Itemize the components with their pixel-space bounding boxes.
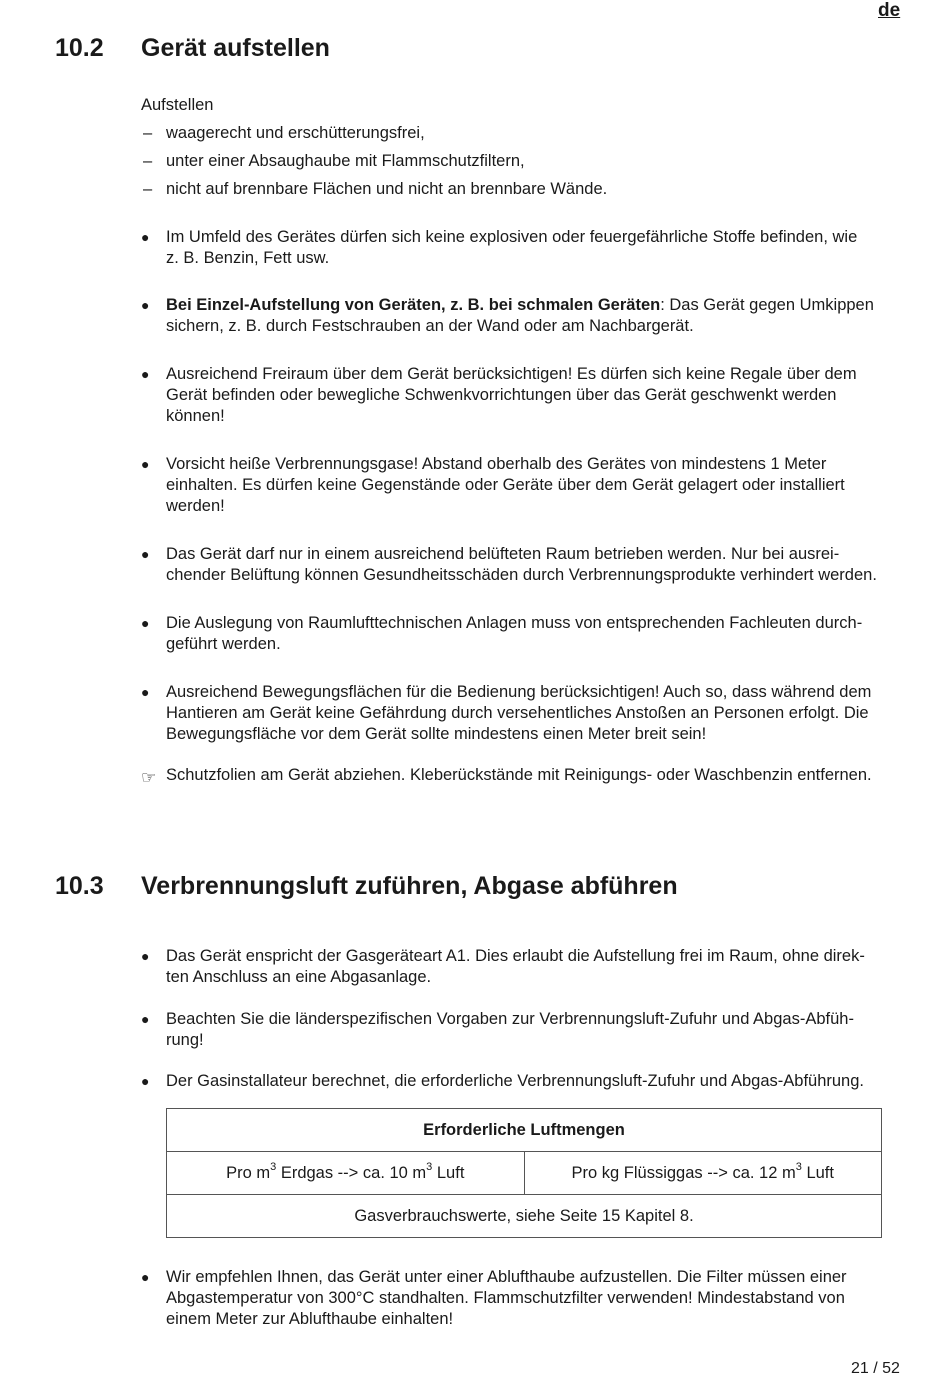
page-number: 21 / 52 <box>851 1360 900 1377</box>
pointing-hand-icon: ☞ <box>141 768 157 787</box>
bullet-item: ● Im Umfeld des Gerätes dürfen sich keine explosiven oder feuergefährliche Stoffe befinden, wie z. B. Benzin, Fett usw. <box>141 228 858 267</box>
bullet-icon: ● <box>141 297 150 313</box>
section-title: Gerät aufstellen <box>141 34 330 62</box>
table-footer: Gasverbrauchswerte, siehe Seite 15 Kapitel 8. <box>167 1195 882 1238</box>
dash-marker: – <box>143 124 153 142</box>
table-cell-natural-gas: Pro $m^3$ Erdgas --> ca. 10 $m^3$ Luft <box>167 1152 525 1195</box>
bullet-item: ● Ausreichend Bewegungsflächen für die Bedienung berücksichtigen! Auch so, dass während dem Hantieren am Gerät keine Gefährdung durch versehentliches Anstoßen an Personen erfolgt. Die Bewegungsfläche vor dem Gerät sollte mindestens einen Meter breit sein! <box>141 683 872 743</box>
bullet-icon: ● <box>141 948 150 964</box>
bullet-icon: ● <box>141 366 150 382</box>
bullet-icon: ● <box>141 615 150 631</box>
section-number: 10.2 <box>55 34 104 62</box>
bullet-item: ● Bei Einzel-Aufstellung von Geräten, z. B. bei schmalen Geräten: Das Gerät gegen Umkippen sichern, z. B. durch Festschrauben an der Wand oder am Nachbargerät. <box>141 296 874 335</box>
dash-marker: – <box>143 152 153 170</box>
air-requirement-table <box>166 1108 882 1238</box>
dash-marker: – <box>143 180 153 198</box>
intro-text: Aufstellen <box>141 96 214 114</box>
bullet-icon: ● <box>141 546 150 562</box>
bullet-icon: ● <box>141 684 150 700</box>
language-tag: de <box>878 0 901 21</box>
table-cell-liquid-gas: Pro kg Flüssiggas --> ca. 12 $m^3$ Luft <box>524 1152 882 1195</box>
bullet-item: ● Das Gerät darf nur in einem ausreichend belüfteten Raum betrieben werden. Nur bei ausrei- chender Belüftung können Gesundheitsschäden durch Verbrennungsprodukte verhindert werden. <box>141 545 877 584</box>
section-number: 10.3 <box>55 872 104 900</box>
bold-lead-text: Bei Einzel-Aufstellung von Geräten, z. B. bei schmalen Geräten <box>166 296 661 314</box>
bullet-icon: ● <box>141 1073 150 1089</box>
bullet-icon: ● <box>141 229 150 245</box>
bullet-item: ● Ausreichend Freiraum über dem Gerät berücksichtigen! Es dürfen sich keine Regale über dem Gerät befinden oder bewegliche Schwenkvorrichtungen über das Gerät geschwenkt werden können! <box>141 365 857 425</box>
bullet-item: ● Die Auslegung von Raumlufttechnischen Anlagen muss von entsprechenden Fachleuten durch- geführt werden. <box>141 614 863 653</box>
table-header: Erforderliche Luftmengen <box>167 1109 882 1152</box>
section-title: Verbrennungsluft zuführen, Abgase abführen <box>141 872 678 900</box>
bullet-icon: ● <box>141 1011 150 1027</box>
bullet-item: ● Beachten Sie die länderspezifischen Vorgaben zur Verbrennungsluft-Zufuhr und Abgas-Abfüh- rung! <box>141 1010 854 1049</box>
bullet-icon: ● <box>141 1269 150 1285</box>
bullet-icon: ● <box>141 456 150 472</box>
bullet-item: ● Das Gerät enspricht der Gasgeräteart A1. Dies erlaubt die Aufstellung frei im Raum, ohne direk- ten Anschluss an eine Abgasanlage. <box>141 947 865 986</box>
bullet-item: ● Vorsicht heiße Verbrennungsgase! Abstand oberhalb des Gerätes von mindestens 1 Meter einhalten. Es dürfen keine Gegenstände oder Geräte über dem Gerät gelagert oder installiert werden! <box>141 455 845 515</box>
bullet-item: ● Wir empfehlen Ihnen, das Gerät unter einer Ablufthaube aufzustellen. Die Filter müssen einer Abgastemperatur von 300°C standhalten. Flammschutzfilter verwenden! Mindestabstand von einem Meter zur Ablufthaube einhalten! <box>141 1268 847 1328</box>
bullet-item: ● Der Gasinstallateur berechnet, die erforderliche Verbrennungsluft-Zufuhr und Abgas-Abführung. <box>141 1072 864 1090</box>
